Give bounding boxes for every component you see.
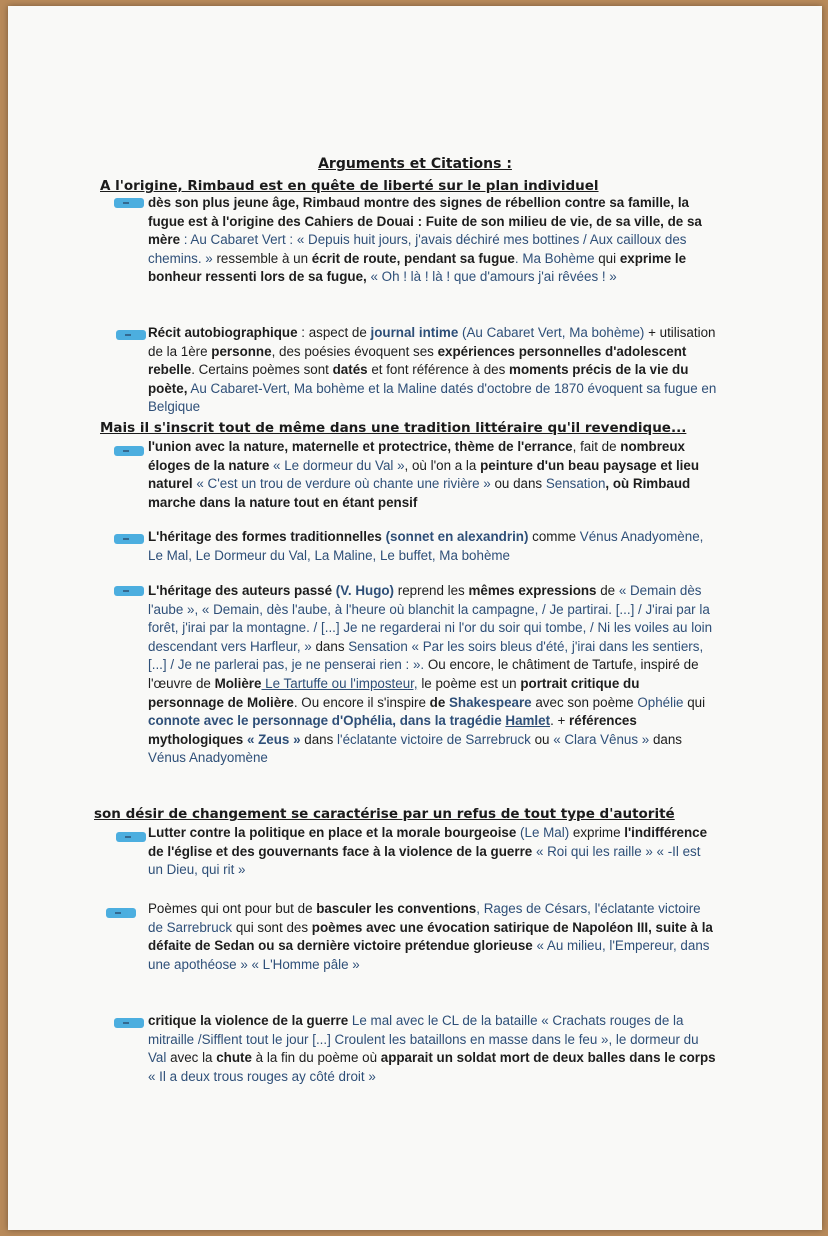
text-segment: datés <box>332 362 368 378</box>
highlight-mark <box>106 908 136 918</box>
text-segment: apparait un soldat mort de deux balles dans le corps <box>380 1050 716 1066</box>
highlight-mark <box>114 198 144 208</box>
text-segment: Vénus Anadyomène, Le Mal, Le Dormeur du Val, La Maline, Le buffet, Ma bohème <box>148 529 704 563</box>
text-segment: critique la violence de la guerre <box>148 1013 349 1028</box>
section-heading: son désir de changement se caractérise par un refus de tout type d'autorité <box>94 806 675 822</box>
text-segment: (sonnet en alexandrin) <box>381 529 529 544</box>
text-segment: . Certains poèmes sont <box>191 362 333 378</box>
text-segment: expériences personnelles d'adolescent rebelle <box>148 343 687 378</box>
text-segment: Ophélie <box>637 694 684 710</box>
text-segment: moments précis de la vie du poète, <box>148 362 689 396</box>
text-segment: nombreux éloges de la nature <box>148 439 685 473</box>
text-segment: dans <box>649 731 683 747</box>
argument-paragraph <box>148 194 718 287</box>
text-segment: poèmes avec une évocation satirique de Napoléon III, suite à la défaite de Sedan ou sa dernière victoire prétendue glorieuse <box>148 919 713 954</box>
text-segment: « Clara Vênus » <box>553 731 650 747</box>
text-segment: ou <box>530 731 554 747</box>
text-segment: qui <box>683 694 706 710</box>
text-segment: L'héritage des auteurs passé <box>148 583 333 598</box>
text-segment: Sensation <box>545 476 606 492</box>
text-segment: « Roi qui les raille » « -Il est un Dieu, qui rit » <box>148 843 701 878</box>
text-segment: l'indifférence de l'église et des gouvernants face à la violence de la guerre <box>148 825 708 859</box>
text-segment: . + <box>550 713 570 729</box>
text-segment: comme <box>528 529 580 544</box>
text-segment: (V. Hugo) <box>332 583 395 598</box>
text-segment: , fait de <box>572 439 621 454</box>
text-segment: , où l'on a la <box>404 457 481 473</box>
text-segment: « Au milieu, l'Empereur, dans une apothéose » « L'Homme pâle » <box>148 938 710 972</box>
argument-paragraph <box>148 438 718 512</box>
text-segment: Au Cabaret-Vert, Ma bohème et la Maline datés d'octobre de 1870 évoquent sa fugue en Belgique <box>148 380 717 415</box>
text-segment: : aspect de <box>297 325 371 340</box>
text-segment: Vénus Anadyomène <box>148 750 268 766</box>
text-segment: mêmes expressions <box>468 583 597 598</box>
text-segment: peinture d'un beau paysage et lieu naturel <box>148 457 700 492</box>
text-segment: Hamlet <box>505 713 551 729</box>
text-segment: dans <box>311 638 349 654</box>
text-segment: reprend les <box>394 583 469 598</box>
text-segment: l'éclatante victoire de Sarrebruck <box>337 731 531 747</box>
highlight-mark <box>116 330 146 340</box>
text-segment: + utilisation de la 1ère <box>148 325 716 359</box>
text-segment: . Ou encore il s'inspire <box>293 694 430 710</box>
text-segment: L'héritage des formes traditionnelles <box>148 529 382 544</box>
text-segment: journal intime <box>370 325 459 340</box>
text-segment: « Oh ! là ! là ! que d'amours j'ai rêvées ! » <box>366 269 617 285</box>
text-segment: « Il a deux trous rouges ay côté droit » <box>148 1068 376 1084</box>
document-content <box>8 6 822 1230</box>
text-segment: le poème est un <box>417 675 521 691</box>
text-segment: portrait critique du personnage de Molière <box>148 675 640 710</box>
text-segment: . Ma Bohème <box>514 250 595 266</box>
text-segment: Molière <box>214 675 262 691</box>
text-segment: de <box>429 694 449 710</box>
text-segment: dès son plus jeune âge, Rimbaud montre des signes de rébellion contre sa famille, la fugue est à l'origine des Cahiers de Douai : Fuite de son milieu de vie, de sa ville, de sa mère <box>148 195 702 248</box>
text-segment: ressemble à un <box>212 250 312 266</box>
text-segment: Shakespeare <box>449 694 532 710</box>
text-segment: chute <box>216 1050 252 1066</box>
argument-paragraph <box>148 1012 718 1086</box>
text-segment: références mythologiques <box>148 713 637 747</box>
text-segment: Sensation « Par les soirs bleus d'été, j'irai dans les sentiers, [...] / Je ne parlerai pas, je ne penserai rien : ». <box>148 638 704 673</box>
text-segment: Récit autobiographique <box>148 325 298 340</box>
text-segment: de <box>596 583 619 598</box>
text-segment: qui <box>594 250 620 266</box>
text-segment: personne <box>211 343 272 359</box>
argument-paragraph <box>148 582 718 768</box>
text-segment: , Rages de Césars, l'éclatante victoire de Sarrebruck <box>148 901 701 935</box>
text-segment: « Zeus » <box>243 731 301 747</box>
argument-paragraph <box>148 528 718 565</box>
highlight-mark <box>114 446 144 456</box>
text-segment: : Au Cabaret Vert : « Depuis huit jours, j'avais déchiré mes bottines / Aux cailloux des chemins. » <box>148 232 687 266</box>
argument-paragraph <box>148 824 718 880</box>
text-segment: connote avec le personnage d'Ophélia, dans la tragédie <box>148 713 506 729</box>
text-segment: avec son poème <box>531 694 638 710</box>
text-segment: dans <box>300 731 338 747</box>
text-segment: et font référence à des <box>367 362 510 378</box>
text-segment: « Le dormeur du Val » <box>269 457 405 473</box>
text-segment: Le Tartuffe ou l'imposteur, <box>261 675 418 691</box>
text-segment: exprime <box>569 825 625 840</box>
highlight-mark <box>116 832 146 842</box>
text-segment: à la fin du poème où <box>251 1050 381 1066</box>
text-segment: basculer les conventions <box>316 901 477 916</box>
argument-paragraph <box>148 324 718 417</box>
text-segment: , des poésies évoquent ses <box>271 343 438 359</box>
text-segment: Le mal avec le CL de la bataille « Crachats rouges de la mitraille /Sifflent tout le jour [...] Croulent les bataillons en masse dans le feu », le dormeur du Val <box>148 1013 699 1066</box>
text-segment: ou dans <box>490 476 546 492</box>
text-segment: avec la <box>166 1050 217 1066</box>
text-segment: Poèmes qui ont pour but de <box>148 901 317 916</box>
text-segment: (Le Mal) <box>516 825 570 840</box>
highlight-mark <box>114 1018 144 1028</box>
argument-paragraph <box>148 900 718 974</box>
section-heading: A l'origine, Rimbaud est en quête de liberté sur le plan individuel <box>100 178 599 194</box>
text-segment: exprime le bonheur ressenti lors de sa fugue, <box>148 250 687 285</box>
text-segment: « C'est un trou de verdure où chante une rivière » <box>192 476 491 492</box>
text-segment: qui sont des <box>232 919 312 935</box>
highlight-mark <box>114 534 144 544</box>
section-heading: Mais il s'inscrit tout de même dans une tradition littéraire qu'il revendique... <box>100 420 687 436</box>
text-segment: (Au Cabaret Vert, Ma bohème) <box>458 325 645 340</box>
page-title: Arguments et Citations : <box>318 156 512 172</box>
text-segment: écrit de route, pendant sa fugue <box>311 250 515 266</box>
text-segment: l'union avec la nature, maternelle et protectrice, thème de l'errance <box>148 439 573 454</box>
text-segment: « Demain dès l'aube », « Demain, dès l'aube, à l'heure où blanchit la campagne, / Je partirai. [...] / J'irai par la forêt, j'irai par la montagne. / [...] Je ne regarderai ni l'or du soir qui tombe, / Ni les voiles au loin descendant vers Harfleur, » <box>148 583 713 654</box>
text-segment: , où Rimbaud marche dans la nature tout en étant pensif <box>148 476 691 510</box>
text-segment: Lutter contre la politique en place et la morale bourgeoise <box>148 825 517 840</box>
highlight-mark <box>114 586 144 596</box>
text-segment: Ou encore, le châtiment de Tartufe, inspiré de l'œuvre de <box>148 657 699 691</box>
paper-sheet <box>8 6 822 1230</box>
